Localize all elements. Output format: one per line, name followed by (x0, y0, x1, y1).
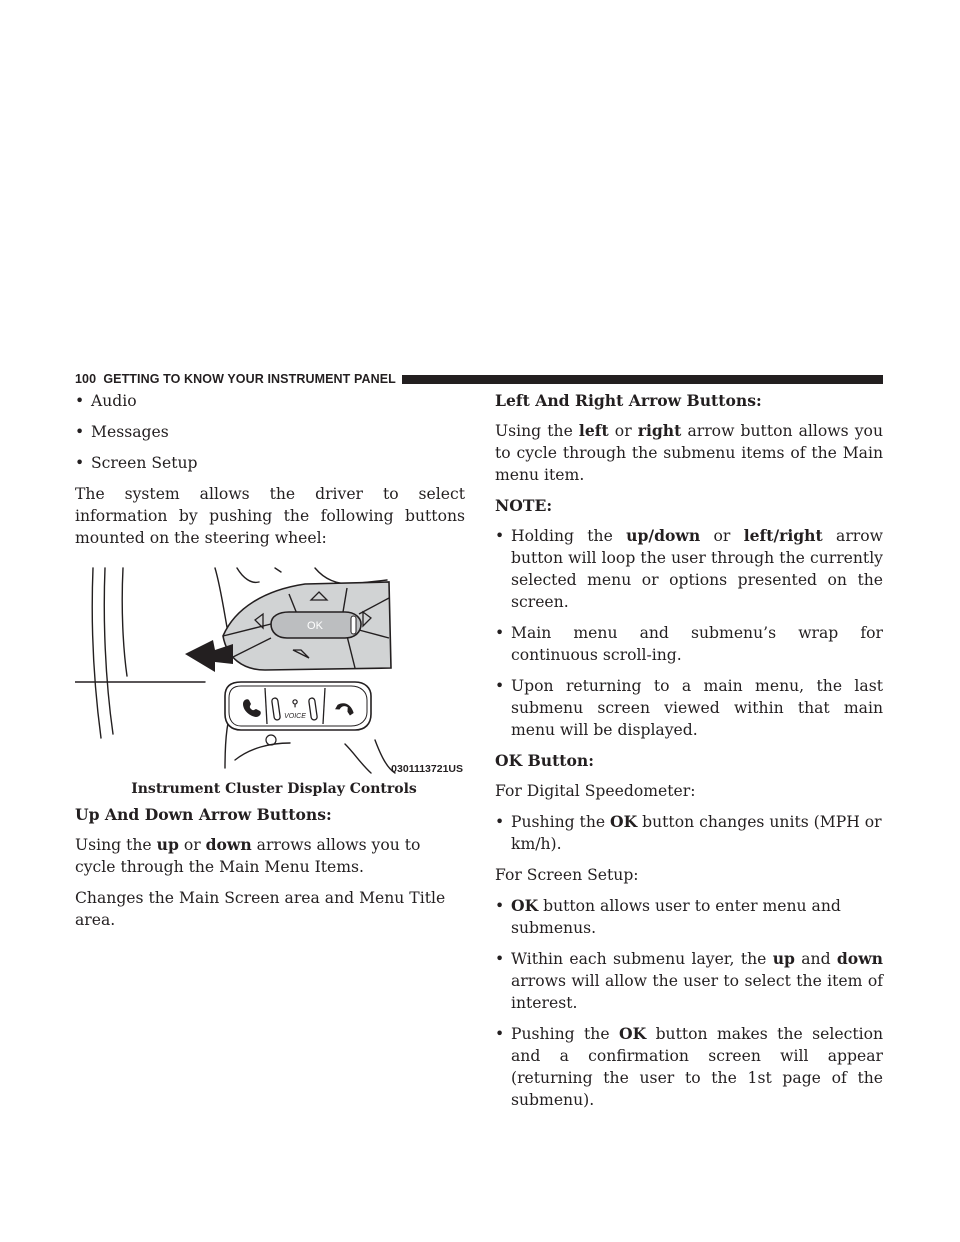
bold-updown: up/down (626, 526, 701, 545)
ok-heading: OK Button: (495, 751, 594, 770)
note-bullet-3 (495, 675, 883, 741)
bold-down: down (836, 949, 883, 968)
bullet-dot: • (495, 677, 505, 695)
text-run: and (794, 950, 837, 968)
bold-ok: OK (619, 1024, 647, 1043)
figure-caption: Instrument Cluster Display Controls (131, 781, 417, 797)
bold-left: left (578, 421, 609, 440)
section-title: GETTING TO KNOW YOUR INSTRUMENT PANEL (103, 372, 396, 386)
setup-bullet-3 (495, 1023, 883, 1111)
bullet-dot: • (75, 392, 85, 410)
page-number: 100 (75, 372, 97, 386)
text-run: Using the (75, 836, 157, 854)
bullet-dot: • (495, 1025, 505, 1043)
text-run: Upon returning to a main menu, the last submenu screen viewed within that main menu will be displayed. (511, 677, 883, 739)
text-run: arrow button will loop the user through the currently selected menu or options presented on the screen. (511, 527, 884, 611)
text-run: Using the (495, 422, 579, 440)
header-rule (402, 375, 883, 384)
bullet-text: Audio (91, 392, 137, 410)
bullet-screen-setup (75, 452, 465, 474)
bold-right: right (637, 421, 682, 440)
note-bullet-1 (495, 525, 883, 613)
text-run: arrows will allow the user to select the item of interest. (511, 972, 883, 1012)
left-column (75, 390, 465, 940)
note-bullet-2 (495, 622, 883, 666)
bullet-dot: • (75, 423, 85, 441)
note-heading: NOTE: (495, 496, 553, 515)
bold-ok: OK (511, 896, 539, 915)
figure-code: 0301113721US (391, 763, 463, 775)
ok-button-label: OK (307, 620, 323, 632)
text-run: button makes the selection and a confirmation screen will appear (returning the user to the 1st page of the submenu). (511, 1025, 884, 1109)
steering-wheel-controls-illustration (75, 558, 465, 778)
bullet-dot: • (495, 527, 505, 545)
text-run: button changes units (MPH or km/h). (511, 813, 882, 853)
bold-down: down (205, 835, 252, 854)
digital-bullet (495, 811, 883, 855)
text-run: or (608, 422, 638, 440)
text-run: button allows user to enter menu and submenus. (511, 897, 841, 937)
page-header (75, 372, 883, 386)
voice-button-label: VOICE (284, 713, 306, 720)
bullet-audio (75, 390, 465, 412)
text-run: or (178, 836, 206, 854)
digital-label: For Digital Speedometer: (495, 782, 696, 800)
screen-setup-label: For Screen Setup: (495, 866, 639, 884)
text-run: Main menu and submenu’s wrap for continuous scroll-ing. (511, 624, 883, 664)
text-run: Within each submenu layer, the (511, 950, 773, 968)
bullet-text: Messages (91, 423, 169, 441)
bullet-dot: • (495, 897, 505, 915)
text-run: Holding the (511, 527, 627, 545)
updown-heading: Up And Down Arrow Buttons: (75, 805, 332, 824)
text-run: Pushing the (511, 1025, 619, 1043)
bold-ok: OK (610, 812, 638, 831)
bold-leftright: left/right (743, 526, 823, 545)
page-header-text (75, 372, 396, 386)
bullet-dot: • (495, 624, 505, 642)
bullet-dot: • (495, 950, 505, 968)
steering-wheel-controls-figure (75, 558, 465, 778)
bold-up: up (772, 949, 795, 968)
bullet-messages (75, 421, 465, 443)
leftright-paragraph (495, 420, 883, 486)
intro-paragraph: The system allows the driver to select information by pushing the following buttons mounted on the steering wheel: (75, 485, 465, 547)
text-run: arrows allows you to cycle through the Main Menu Items. (75, 836, 421, 876)
voice-icon: ⚲ (291, 698, 299, 708)
right-column (495, 390, 883, 1120)
bullet-text: Screen Setup (91, 454, 198, 472)
bullet-dot: • (75, 454, 85, 472)
changes-paragraph: Changes the Main Screen area and Menu Title area. (75, 889, 446, 929)
text-run: Pushing the (511, 813, 611, 831)
bullet-dot: • (495, 813, 505, 831)
setup-bullet-1 (495, 895, 883, 939)
text-run: or (700, 527, 744, 545)
leftright-heading: Left And Right Arrow Buttons: (495, 391, 762, 410)
bold-up: up (156, 835, 179, 854)
text-run: arrow button allows you to cycle through the submenu items of the Main menu item. (495, 422, 883, 484)
setup-bullet-2 (495, 948, 883, 1014)
updown-paragraph (75, 834, 465, 878)
